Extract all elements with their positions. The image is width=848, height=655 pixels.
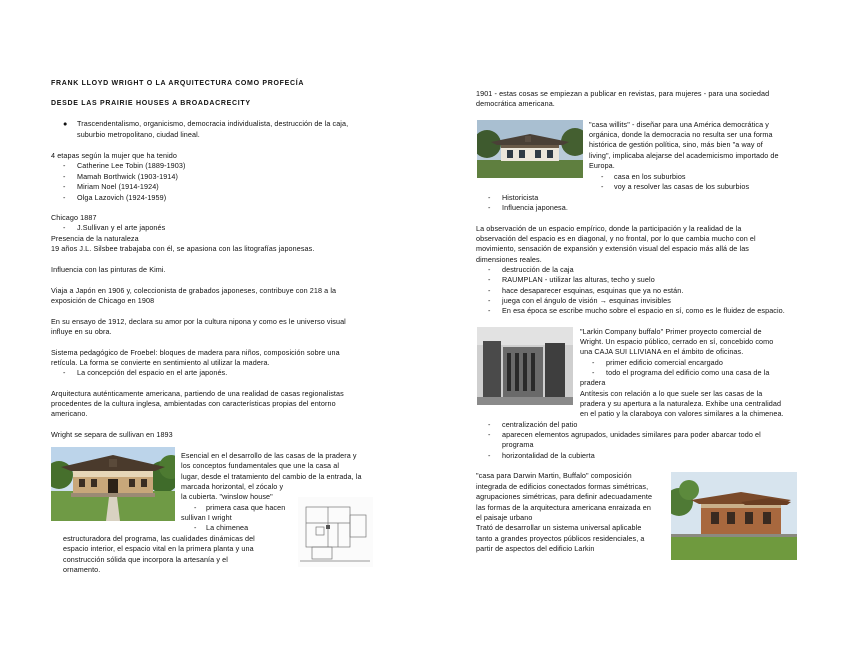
paragraph: retícula. La forma se convierte en sentimiento al utilizar la madera. xyxy=(51,358,270,367)
paragraph: influye en su obra. xyxy=(51,327,112,336)
paragraph: una CAJA SUI LLIVIANA en el ámbito de oficinas. xyxy=(580,347,744,356)
section-subtitle: DESDE LAS PRAIRIE HOUSES A BROADACRECITY xyxy=(51,100,251,107)
dash: - xyxy=(488,203,491,212)
paragraph: espacio interior, el espacio vital en la primera planta y una xyxy=(63,544,254,553)
dash: - xyxy=(592,358,595,367)
paragraph: orgánica, donde la democracia no resulta ser una forma xyxy=(589,130,773,139)
paragraph: lugar, desde el tratamiento del cambio de la entrada, la xyxy=(181,472,362,481)
list-item: centralización del patio xyxy=(502,420,578,429)
list-item: RAUMPLAN - utilizar las alturas, techo y suelo xyxy=(502,275,655,284)
dash: - xyxy=(488,306,491,315)
list-item: suburbio metropolitano, ciudad lineal. xyxy=(77,130,200,139)
paragraph: 19 años J.L. Silsbee trabajaba con él, se apasiona con las litografías japonesas. xyxy=(51,244,315,253)
paragraph: Viaja a Japón en 1906 y, coleccionista de grabados japoneses, contribuye con 218 a la xyxy=(51,286,337,295)
larkin-building-photo xyxy=(477,327,573,405)
dash: - xyxy=(63,161,66,170)
list-item: casa en los suburbios xyxy=(614,172,686,181)
dash: - xyxy=(63,193,66,202)
dash: - xyxy=(601,182,604,191)
dash: - xyxy=(488,265,491,274)
willits-house-photo xyxy=(477,120,583,178)
list-item: aparecen elementos agrupados, unidades similares para poder abarcar todo el xyxy=(502,430,761,439)
dash: - xyxy=(194,503,197,512)
paragraph: marcada horizontal, el zócalo y xyxy=(181,482,284,491)
list-item: primera casa que hacen xyxy=(206,503,286,512)
list-item: todo el programa del edificio como una casa de la xyxy=(606,368,770,377)
list-item: Catherine Lee Tobin (1889-1903) xyxy=(77,161,186,170)
paragraph: Arquitectura auténticamente americana, partiendo de una realidad de casas regionalistas xyxy=(51,389,344,398)
paragraph: En su ensayo de 1912, declara su amor por la cultura nipona y como es le universo visual xyxy=(51,317,346,326)
dash: - xyxy=(488,286,491,295)
paragraph: Influencia con las pinturas de Kimi. xyxy=(51,265,166,274)
paragraph: histórica de gestión política, sino, más bien "a way of xyxy=(589,140,763,149)
list-item: Olga Lazovich (1924-1959) xyxy=(77,193,167,202)
paragraph: procedentes de la cultura inglesa, ambientadas con características propias del entorno xyxy=(51,399,336,408)
paragraph: "casa para Darwin Martin, Buffalo" composición xyxy=(476,471,632,480)
paragraph: observación del espacio es en diagonal, y no frontal, por lo que cambia mucho con el xyxy=(476,234,756,243)
list-item: destrucción de la caja xyxy=(502,265,574,274)
paragraph: "casa willits" - diseñar para una América democrática y xyxy=(589,120,769,129)
dash: - xyxy=(194,523,197,532)
paragraph: 1901 - estas cosas se empiezan a publicar en revistas, para mujeres - para una sociedad xyxy=(476,89,770,98)
list-item: juega con el ángulo de visión → esquinas invisibles xyxy=(502,296,671,305)
list-item: Miriam Noel (1914-1924) xyxy=(77,182,159,191)
paragraph: partir de aspectos del edificio Larkin xyxy=(476,544,595,553)
paragraph: Trató de desarrollar un sistema universal aplicable xyxy=(476,523,642,532)
list-item: voy a resolver las casas de los suburbios xyxy=(614,182,750,191)
dash: - xyxy=(63,223,66,232)
paragraph: Sistema pedagógico de Froebel: bloques de madera para niños, composición sobre una xyxy=(51,348,340,357)
paragraph: democrática americana. xyxy=(476,99,555,108)
dash: - xyxy=(488,296,491,305)
dash: - xyxy=(601,172,604,181)
paragraph: Chicago 1887 xyxy=(51,213,97,222)
dash: - xyxy=(63,368,66,377)
paragraph: dimensiones reales. xyxy=(476,255,542,264)
list-item: En esa época se escribe mucho sobre el espacio en sí, como es le fluidez de espacio. xyxy=(502,306,785,315)
paragraph: Presencia de la naturaleza xyxy=(51,234,139,243)
list-item: horizontalidad de la cubierta xyxy=(502,451,595,460)
list-item: Trascendentalismo, organicismo, democracia individualista, destrucción de la caja, xyxy=(77,119,349,128)
paragraph: ornamento. xyxy=(63,565,101,574)
dash: - xyxy=(488,275,491,284)
paragraph: pradera y su apertura a la naturaleza. Exhibe una centralidad xyxy=(580,399,782,408)
paragraph: integrada de edificios conectados formas simétricas, xyxy=(476,482,649,491)
dash: - xyxy=(488,193,491,202)
list-item: La chimenea xyxy=(206,523,249,532)
paragraph: Europa. xyxy=(589,161,615,170)
paragraph: estructuradora del programa, las cualidades dinámicas del xyxy=(63,534,255,543)
winslow-house-photo xyxy=(51,447,175,521)
bullet-dot: ● xyxy=(63,119,68,128)
floor-plan-drawing xyxy=(298,497,373,567)
list-item: Influencia japonesa. xyxy=(502,203,568,212)
dash: - xyxy=(488,420,491,429)
list-item: La concepción del espacio en el arte japonés. xyxy=(77,368,228,377)
list-item: J.Sullivan y el arte japonés xyxy=(77,223,166,232)
paragraph: living", implicaba alejarse del academicismo importado de xyxy=(589,151,779,160)
paragraph: "Larkin Company buffalo" Primer proyecto comercial de xyxy=(580,327,762,336)
list-item: pradera xyxy=(580,378,606,387)
paragraph: movimiento, sensación de expansión y extensión visual del espacio más allá de las xyxy=(476,244,749,253)
list-item: hace desaparecer esquinas, esquinas que ya no están. xyxy=(502,286,684,295)
dash: - xyxy=(488,430,491,439)
paragraph: agrupaciones simétricas, para definir adecuadamente xyxy=(476,492,653,501)
page-title: FRANK LLOYD WRIGHT O LA ARQUITECTURA COMO PROFECÍA xyxy=(51,80,305,87)
dash: - xyxy=(63,182,66,191)
paragraph: Wright se separa de sullivan en 1893 xyxy=(51,430,173,439)
list-item: primer edificio comercial encargado xyxy=(606,358,723,367)
dash: - xyxy=(592,368,595,377)
list-item: Historicista xyxy=(502,193,539,202)
paragraph: la cubierta. "winslow house" xyxy=(181,492,273,501)
paragraph: el paisaje urbano xyxy=(476,513,533,522)
list-item: programa xyxy=(502,440,534,449)
paragraph: Esencial en el desarrollo de las casas de la pradera y xyxy=(181,451,357,460)
paragraph: tanto a grandes proyectos públicos residenciales, a xyxy=(476,534,645,543)
paragraph: exposición de Chicago en 1908 xyxy=(51,296,155,305)
darwin-martin-house-photo xyxy=(671,472,797,560)
paragraph: construcción sólida que incorpora la artesanía y el xyxy=(63,555,228,564)
paragraph: en el patio y la claraboya con valores similares a la chimenea. xyxy=(580,409,784,418)
list-item: Mamah Borthwick (1903-1914) xyxy=(77,172,178,181)
paragraph: La observación de un espacio empírico, donde la participación y la realidad de la xyxy=(476,224,742,233)
paragraph: las formas de la arquitectura americana enraizada en xyxy=(476,503,651,512)
paragraph: americano. xyxy=(51,409,88,418)
paragraph: 4 etapas según la mujer que ha tenido xyxy=(51,151,177,160)
paragraph: los conceptos fundamentales que une la casa al xyxy=(181,461,340,470)
dash: - xyxy=(488,451,491,460)
paragraph: Wright. Un espacio público, cerrado en sí, concebido como xyxy=(580,337,774,346)
dash: - xyxy=(63,172,66,181)
list-item: sullivan I wright xyxy=(181,513,232,522)
paragraph: Antítesis con relación a lo que suele ser las casas de la xyxy=(580,389,763,398)
